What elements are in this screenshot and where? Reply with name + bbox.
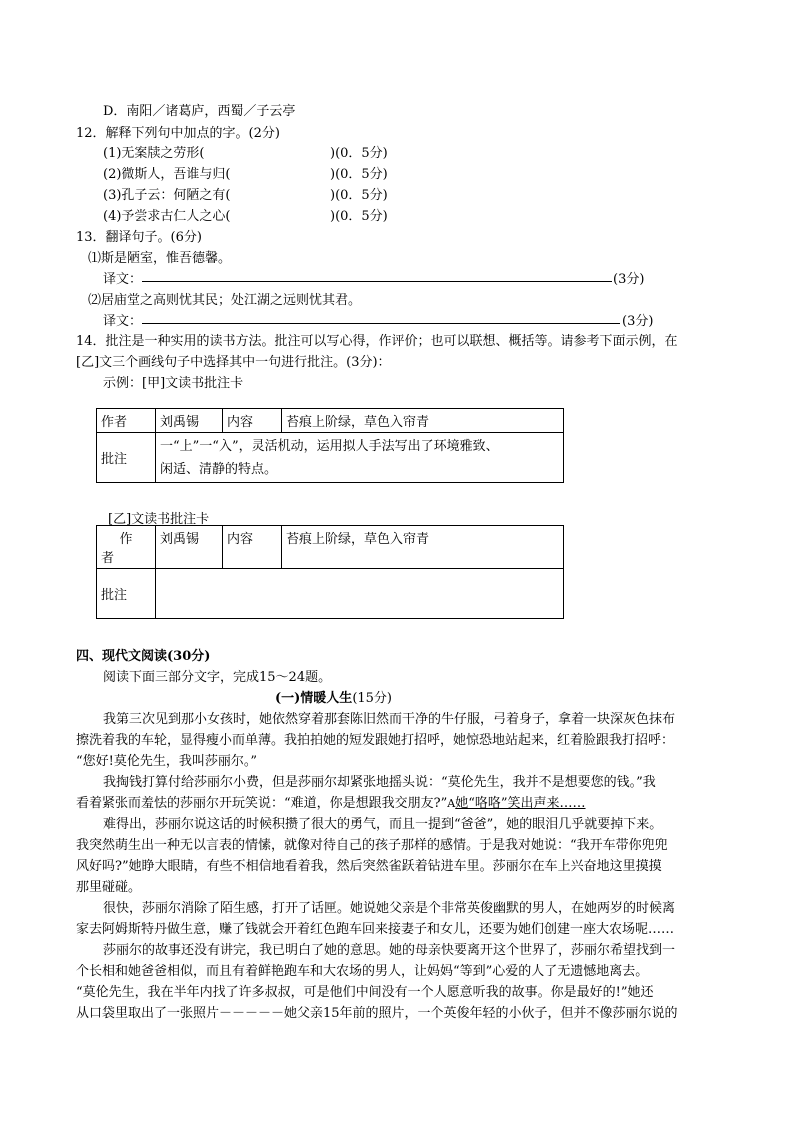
q12-item-4-score: )(0．5分) bbox=[330, 209, 388, 224]
q12-stem: 12．解释下列句中加点的字。(2分) bbox=[76, 126, 280, 141]
card-a-author-label: 作者 bbox=[97, 409, 156, 433]
p5-line-4: 从口袋里取出了一张照片－－－－－她父亲15年前的照片，一个英俊年轻的小伙子，但并不像莎丽尔说的 bbox=[76, 1006, 678, 1021]
p4-line-1: 很快，莎丽尔消除了陌生感，打开了话匣。她说她父亲是个非常英俊幽默的男人，在她两岁的时候离 bbox=[103, 901, 676, 916]
p1-line-2: 擦洗着我的车轮，显得瘦小而单薄。我拍拍她的短发跟她打招呼，她惊恐地站起来，红着脸跟我打招呼： bbox=[76, 733, 675, 748]
card-b-title: [乙]文读书批注卡 bbox=[108, 512, 210, 527]
p2-line-2: 看着紧张而羞怯的莎丽尔开玩笑说：“难道，你是想跟我交朋友?”A她“咯咯”笑出声来…… bbox=[76, 796, 586, 811]
q13-answer-2-score: (3分) bbox=[622, 314, 654, 329]
p3-line-4: 那里碰碰。 bbox=[76, 880, 142, 895]
card-a-content: 苔痕上阶绿，草色入帘青 bbox=[282, 409, 564, 433]
card-a-table bbox=[96, 408, 564, 483]
q12-item-1-score: )(0．5分) bbox=[330, 146, 388, 161]
p5-line-2: 个长相和她爸爸相似，而且有着鲜艳跑车和大农场的男人，让妈妈“等到”心爱的人了无遗憾地离去。 bbox=[76, 964, 649, 979]
card-b-author: 刘禹锡 bbox=[156, 526, 223, 569]
p2-line-1: 我掏钱打算付给莎丽尔小费，但是莎丽尔却紧张地摇头说：“莫伦先生，我并不是想要您的钱。”我 bbox=[103, 775, 656, 790]
card-b-content: 苔痕上阶绿，草色入帘青 bbox=[282, 526, 564, 569]
card-b-note-label: 批注 bbox=[97, 569, 156, 619]
p3-line-1: 难得出，莎丽尔说这话的时候积攒了很大的勇气，而且一提到“爸爸”，她的眼泪几乎就要掉下来。 bbox=[103, 817, 663, 832]
p2-underlined-sentence: 她“咯咯”笑出声来…… bbox=[455, 796, 586, 811]
p3-line-3: 风好吗?”她睁大眼睛，有些不相信地看着我，然后突然雀跃着钻进车里。莎丽尔在车上兴奋地这里摸摸 bbox=[76, 859, 662, 874]
section4-heading: 四、现代文阅读(30分) bbox=[76, 649, 211, 664]
p1-line-3: “您好!莫伦先生，我叫莎丽尔。” bbox=[76, 754, 258, 769]
p3-line-2: 我突然萌生出一种无以言表的情愫，就像对待自己的孩子那样的感情。于是我对她说：“我开车带你兜兜 bbox=[76, 838, 668, 853]
q13-stem: 13．翻译句子。(6分) bbox=[76, 230, 202, 245]
q13-sentence-1: ⑴斯是陋室，惟吾德馨。 bbox=[88, 251, 232, 266]
q11-option-d: D．南阳／诸葛庐，西蜀／子云亭 bbox=[103, 104, 296, 119]
q14-example-label: 示例：[甲]文读书批注卡 bbox=[103, 376, 244, 391]
card-b-table bbox=[96, 525, 564, 619]
q12-item-2-score: )(0．5分) bbox=[330, 167, 388, 182]
q13-answer-1-label: 译文： bbox=[103, 272, 143, 287]
card-a-note-label: 批注 bbox=[97, 433, 156, 483]
q14-line-1: 14．批注是一种实用的读书方法。批注可以写心得，作评价；也可以联想、概括等。请参考下面示例，在 bbox=[76, 334, 678, 349]
p5-line-3: “莫伦先生，我在半年内找了许多叔叔，可是他们中间没有一个人愿意听我的故事。你是最好的!”她还 bbox=[76, 985, 654, 1000]
card-b-note-area[interactable] bbox=[156, 569, 564, 619]
section4-instruction: 阅读下面三部分文字，完成15～24题。 bbox=[103, 670, 332, 685]
card-a-content-label: 内容 bbox=[223, 409, 282, 433]
q12-item-2: (2)微斯人，吾谁与归( bbox=[103, 167, 231, 182]
q13-answer-2-label: 译文： bbox=[103, 314, 143, 329]
q12-item-3-score: )(0．5分) bbox=[330, 188, 388, 203]
passage-title: (一)情暖人生(15分) bbox=[275, 691, 392, 706]
card-b-author-label: 作 者 bbox=[97, 526, 156, 569]
q12-item-3: (3)孔子云：何陋之有( bbox=[103, 188, 231, 203]
q12-item-1: (1)无案牍之劳形( bbox=[103, 146, 205, 161]
p5-line-1: 莎丽尔的故事还没有讲完，我已明白了她的意思。她的母亲快要离开这个世界了，莎丽尔希望找到一 bbox=[103, 943, 676, 958]
q13-answer-1-line[interactable] bbox=[142, 270, 612, 282]
q12-item-4: (4)予尝求古仁人之心( bbox=[103, 209, 231, 224]
q13-answer-2-line[interactable] bbox=[142, 312, 620, 324]
q13-answer-1-score: (3分) bbox=[613, 272, 645, 287]
q14-line-2: [乙]文三个画线句子中选择其中一句进行批注。(3分)： bbox=[76, 355, 391, 370]
p1-line-1: 我第三次见到那小女孩时，她依然穿着那套陈旧然而干净的牛仔服，弓着身子，拿着一块深灰色抹布 bbox=[103, 712, 676, 727]
card-b-content-label: 内容 bbox=[223, 526, 282, 569]
card-a-author: 刘禹锡 bbox=[156, 409, 223, 433]
q13-sentence-2: ⑵居庙堂之高则忧其民；处江湖之远则忧其君。 bbox=[88, 293, 362, 308]
card-a-note: 一“上”一“入”，灵活机动，运用拟人手法写出了环境雅致、 闲适、清静的特点。 bbox=[156, 433, 564, 483]
p4-line-2: 家去阿姆斯特丹做生意，赚了钱就会开着红色跑车回来接妻子和女儿，还要为她们创建一座大农场呢…… bbox=[76, 922, 675, 937]
